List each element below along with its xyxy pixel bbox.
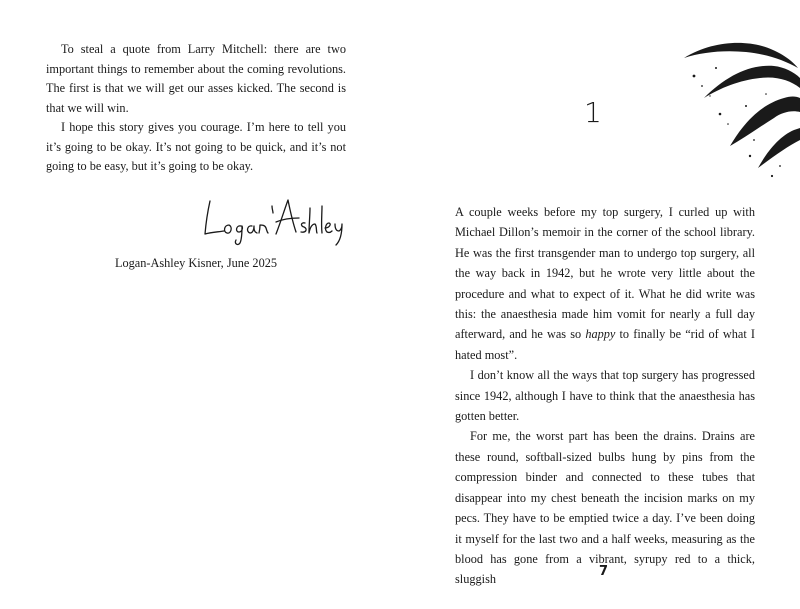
signature-icon [196, 196, 346, 246]
foreword-paragraph: To steal a quote from Larry Mitchell: there are two important things to remember about the coming revolutions. The first is that we will get our asses kicked. The second is that we will win. [46, 42, 346, 115]
paragraph-text: A couple weeks before my top surgery, I curled up with Michael Dillon’s memoir in the corner of the school library. He was the first transgender man to undergo top surgery, all the way back in 1942, but he wrote very little about the procedure and what to expect of it. What he did write was this: the anaesthesia made him vomit for nearly a full day afterward, and he was so [455, 205, 755, 342]
author-sign-off: Logan-Ashley Kisner, June 2025 [114, 256, 278, 270]
page-number: 7 [599, 564, 609, 579]
emphasized-word: happy [585, 327, 616, 342]
chapter-paragraph [455, 202, 755, 365]
chapter-paragraph: I don’t know all the ways that top surgery has progressed since 1942, although I have to think that the anaesthesia has gotten better. [455, 368, 755, 424]
claw-scratch-icon [680, 36, 800, 186]
chapter-paragraph: For me, the worst part has been the drains. Drains are these round, softball-sized bulbs hung by pins from the compression binder and connected to these tubes that disappear into my chest beneath the incision marks on my pecs. They have to be emptied twice a day. I’ve been doing it myself for the last two and a half weeks, measuring as the blood has gone from a vibrant, syrupy red to a thick, sluggish [455, 429, 755, 587]
right-page [400, 0, 800, 609]
foreword-paragraph: I hope this story gives you courage. I’m here to tell you it’s going to be okay. It’s not going to be quick, and it’s not going to be easy, but it’s going to be okay. [46, 120, 346, 173]
paragraph-text: to finally be “rid of what I hated most”. [455, 327, 755, 362]
chapter-number: 1 [584, 96, 602, 129]
chapter-text [455, 202, 755, 590]
foreword-text [46, 40, 346, 177]
